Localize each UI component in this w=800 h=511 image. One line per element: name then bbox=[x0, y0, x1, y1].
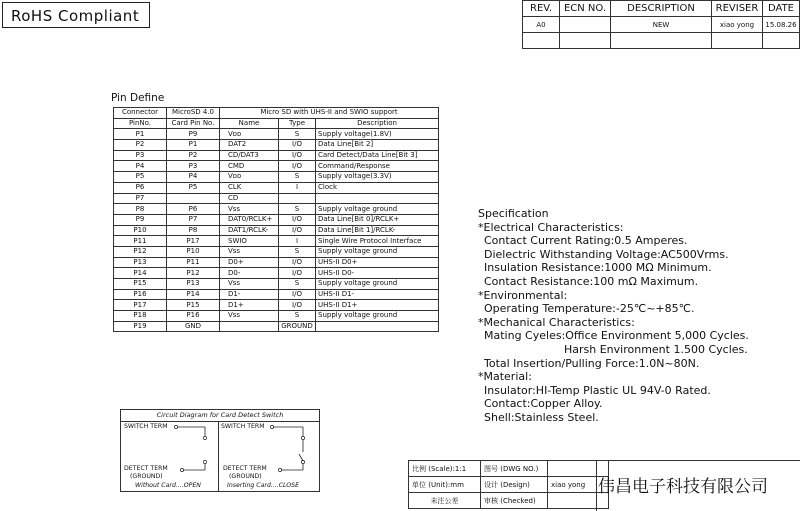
card-pin: P8 bbox=[167, 225, 220, 236]
pin-name bbox=[220, 321, 279, 332]
spec-dielectric: Dielectric Withstanding Voltage:AC500Vrms. bbox=[484, 247, 729, 261]
scale-label: 比例 (Scale):1:1 bbox=[409, 461, 481, 477]
pin-type: S bbox=[279, 172, 316, 183]
date-value: 15.08.26 bbox=[763, 17, 800, 33]
description-value: NEW bbox=[611, 17, 712, 33]
connector-pin: P16 bbox=[114, 289, 167, 300]
pin-name: CLK bbox=[220, 182, 279, 193]
pin-row bbox=[114, 182, 439, 193]
card-pin: P7 bbox=[167, 214, 220, 225]
name-header: Name bbox=[220, 118, 279, 129]
right-ground: (GROUND) bbox=[229, 473, 262, 480]
card-pin: P5 bbox=[167, 182, 220, 193]
pin-name: DAT1/RCLK- bbox=[220, 225, 279, 236]
spec-insertion: Total Insertion/Pulling Force:1.0N~80N. bbox=[484, 356, 700, 370]
pin-type: I/O bbox=[279, 214, 316, 225]
pin-description: UHS-II D0- bbox=[316, 268, 439, 279]
connector-pin: P17 bbox=[114, 300, 167, 311]
card-pin: P12 bbox=[167, 268, 220, 279]
pin-name: D0+ bbox=[220, 257, 279, 268]
connector-pin: P12 bbox=[114, 246, 167, 257]
unit-label: 单位 (Unit):mm bbox=[409, 477, 481, 493]
connector-pin: P14 bbox=[114, 268, 167, 279]
pin-name: Vss bbox=[220, 246, 279, 257]
connector-pin: P6 bbox=[114, 182, 167, 193]
designer-value: xiao yong bbox=[548, 477, 609, 493]
connector-pin: P9 bbox=[114, 214, 167, 225]
pin-row bbox=[114, 150, 439, 161]
pin-description bbox=[316, 321, 439, 332]
revision-empty-row bbox=[523, 33, 800, 49]
card-pin bbox=[167, 193, 220, 204]
pin-name: DAT2 bbox=[220, 140, 279, 151]
spec-contact: Contact:Copper Alloy. bbox=[484, 397, 603, 411]
pin-description: Supply voltage ground bbox=[316, 204, 439, 215]
card-pin: P2 bbox=[167, 150, 220, 161]
pin-name: Vss bbox=[220, 204, 279, 215]
pin-type: I/O bbox=[279, 225, 316, 236]
circuit-title: Circuit Diagram for Card Detect Switch bbox=[121, 410, 319, 422]
pin-name: CD/DAT3 bbox=[220, 150, 279, 161]
pin-row bbox=[114, 140, 439, 151]
pin-type: S bbox=[279, 204, 316, 215]
pin-name: CMD bbox=[220, 161, 279, 172]
pin-description: UHS-II D0+ bbox=[316, 257, 439, 268]
spec-shell: Shell:Stainless Steel. bbox=[484, 410, 599, 424]
rev-header: REV. bbox=[523, 1, 560, 17]
pin-description: Clock bbox=[316, 182, 439, 193]
empty-cell bbox=[611, 33, 712, 49]
spec-mating-harsh: Harsh Environment 1.500 Cycles. bbox=[564, 342, 748, 356]
rev-value: A0 bbox=[523, 17, 560, 33]
pin-description: Card Detect/Data Line[Bit 3] bbox=[316, 150, 439, 161]
connector-pin: P4 bbox=[114, 161, 167, 172]
pin-header-row-2 bbox=[114, 118, 439, 129]
connector-pin: P13 bbox=[114, 257, 167, 268]
pin-row bbox=[114, 279, 439, 290]
pin-type: S bbox=[279, 129, 316, 140]
card-pin: P3 bbox=[167, 161, 220, 172]
date-header: DATE bbox=[763, 1, 800, 17]
pin-name: D1- bbox=[220, 289, 279, 300]
specification bbox=[478, 207, 798, 425]
pin-header-row-1 bbox=[114, 108, 439, 119]
pinno-header: PinNo. bbox=[114, 118, 167, 129]
pin-row bbox=[114, 246, 439, 257]
connector-pin: P10 bbox=[114, 225, 167, 236]
empty-cell bbox=[523, 33, 560, 49]
card-pin: P13 bbox=[167, 279, 220, 290]
dwg-label: 图号 (DWG NO.) bbox=[481, 461, 548, 477]
right-detect-term: DETECT TERM bbox=[223, 465, 267, 472]
spec-mechanical: *Mechanical Characteristics: bbox=[478, 315, 635, 329]
pin-row bbox=[114, 193, 439, 204]
card-pin: P9 bbox=[167, 129, 220, 140]
pin-type: I bbox=[279, 236, 316, 247]
connector-pin: P1 bbox=[114, 129, 167, 140]
left-detect-term: DETECT TERM bbox=[124, 465, 168, 472]
pin-description bbox=[316, 193, 439, 204]
spec-contact-resistance: Contact Resistance:100 mΩ Maximum. bbox=[484, 274, 699, 288]
card-pin: P16 bbox=[167, 311, 220, 322]
description-header: DESCRIPTION bbox=[611, 1, 712, 17]
spec-insulator: Insulator:HI-Temp Plastic UL 94V-0 Rated. bbox=[484, 383, 711, 397]
pin-type: S bbox=[279, 311, 316, 322]
pin-row bbox=[114, 214, 439, 225]
pin-description: Supply voltage ground bbox=[316, 279, 439, 290]
ecn-value bbox=[560, 17, 611, 33]
circuit-diagram bbox=[120, 409, 320, 492]
pin-row bbox=[114, 225, 439, 236]
pin-type: I/O bbox=[279, 150, 316, 161]
pin-row bbox=[114, 129, 439, 140]
title-block-row-1 bbox=[409, 461, 609, 477]
spec-title: Specification bbox=[478, 207, 549, 220]
rohs-compliant-badge: RoHS Compliant bbox=[2, 2, 150, 28]
connector-pin: P2 bbox=[114, 140, 167, 151]
reviser-value: xiao yong bbox=[712, 17, 763, 33]
card-pin: P15 bbox=[167, 300, 220, 311]
title-block-row-2 bbox=[409, 477, 609, 493]
pin-type: I/O bbox=[279, 289, 316, 300]
pin-row bbox=[114, 321, 439, 332]
empty-cell bbox=[712, 33, 763, 49]
spec-environmental: *Environmental: bbox=[478, 288, 568, 302]
pin-define-table bbox=[113, 107, 439, 332]
pin-name: Vss bbox=[220, 279, 279, 290]
pin-row bbox=[114, 289, 439, 300]
empty-cell bbox=[560, 33, 611, 49]
pin-description: Supply voltage ground bbox=[316, 246, 439, 257]
card-pin: GND bbox=[167, 321, 220, 332]
pin-description: Supply voltage ground bbox=[316, 311, 439, 322]
connector-pin: P19 bbox=[114, 321, 167, 332]
pin-description: Command/Response bbox=[316, 161, 439, 172]
card-pin: P4 bbox=[167, 172, 220, 183]
pin-type: I/O bbox=[279, 161, 316, 172]
right-switch-term: SWITCH TERM bbox=[221, 423, 265, 430]
type-header: Type bbox=[279, 118, 316, 129]
connector-pin: P8 bbox=[114, 204, 167, 215]
pin-name: Vᴅᴅ bbox=[220, 129, 279, 140]
pin-description: Supply voltage(3.3V) bbox=[316, 172, 439, 183]
right-caption: Inserting Card....CLOSE bbox=[227, 482, 300, 489]
empty-cell bbox=[763, 33, 800, 49]
card-pin: P11 bbox=[167, 257, 220, 268]
pin-description: UHS-II D1+ bbox=[316, 300, 439, 311]
connector-pin: P7 bbox=[114, 193, 167, 204]
revision-header-row bbox=[523, 1, 800, 17]
spec-current: Contact Current Rating:0.5 Amperes. bbox=[484, 234, 688, 248]
pin-name: CD bbox=[220, 193, 279, 204]
pin-row bbox=[114, 161, 439, 172]
spec-temperature: Operating Temperature:-25℃~+85℃. bbox=[484, 302, 695, 316]
ecn-header: ECN NO. bbox=[560, 1, 611, 17]
connector-pin: P5 bbox=[114, 172, 167, 183]
reviser-header: REVISER bbox=[712, 1, 763, 17]
left-ground: (GROUND) bbox=[130, 473, 163, 480]
revision-row bbox=[523, 17, 800, 33]
title-block-row-3 bbox=[409, 493, 609, 509]
checked-label: 审核 (Checked) bbox=[481, 493, 548, 509]
card-pin: P17 bbox=[167, 236, 220, 247]
pin-define-title: Pin Define bbox=[111, 92, 165, 104]
title-block bbox=[408, 460, 609, 509]
pin-row bbox=[114, 311, 439, 322]
card-pin: P14 bbox=[167, 289, 220, 300]
connector-header: Connector bbox=[114, 108, 167, 119]
connector-pin: P3 bbox=[114, 150, 167, 161]
pin-type: I/O bbox=[279, 140, 316, 151]
pin-row bbox=[114, 268, 439, 279]
cardpin-header: Card Pin No. bbox=[167, 118, 220, 129]
microsd-header: MicroSD 4.0 bbox=[167, 108, 220, 119]
pin-type: I/O bbox=[279, 257, 316, 268]
pin-description: UHS-II D1- bbox=[316, 289, 439, 300]
pin-type: S bbox=[279, 246, 316, 257]
connector-pin: P18 bbox=[114, 311, 167, 322]
spec-electrical: *Electrical Characteristics: bbox=[478, 220, 624, 234]
pin-type: I/O bbox=[279, 300, 316, 311]
connector-pin: P15 bbox=[114, 279, 167, 290]
pin-row bbox=[114, 257, 439, 268]
connector-pin: P11 bbox=[114, 236, 167, 247]
pin-row bbox=[114, 204, 439, 215]
desc-header: Description bbox=[316, 118, 439, 129]
pin-name: Vᴅᴅ bbox=[220, 172, 279, 183]
card-pin: P1 bbox=[167, 140, 220, 151]
pin-type: GROUND bbox=[279, 321, 316, 332]
pin-description: Data Line[Bit 2] bbox=[316, 140, 439, 151]
pin-row bbox=[114, 236, 439, 247]
left-switch-term: SWITCH TERM bbox=[124, 423, 168, 430]
pin-name: D0- bbox=[220, 268, 279, 279]
pin-description: Supply voltage(1.8V) bbox=[316, 129, 439, 140]
spec-insulation: Insulation Resistance:1000 MΩ Minimum. bbox=[484, 261, 712, 275]
tolerance-label: 未注公差 bbox=[409, 493, 481, 509]
pin-name: Vss bbox=[220, 311, 279, 322]
pin-type: I bbox=[279, 182, 316, 193]
spec-mating-office: Mating Cyeles:Office Environment 5,000 Cycles. bbox=[484, 329, 749, 343]
pin-row bbox=[114, 300, 439, 311]
pin-type: S bbox=[279, 279, 316, 290]
pin-name: SWIO bbox=[220, 236, 279, 247]
revision-table bbox=[522, 0, 800, 49]
pin-row bbox=[114, 172, 439, 183]
pin-name: D1+ bbox=[220, 300, 279, 311]
pin-description: Single Wire Protocol Interface bbox=[316, 236, 439, 247]
card-pin: P6 bbox=[167, 204, 220, 215]
pin-type: I/O bbox=[279, 268, 316, 279]
company-name: 伟昌电子科技有限公司 bbox=[598, 477, 768, 497]
pin-type bbox=[279, 193, 316, 204]
group-header: Micro SD with UHS-II and SWIO support bbox=[220, 108, 439, 119]
spec-material: *Material: bbox=[478, 370, 532, 384]
pin-description: Data Line[Bit 0]/RCLK+ bbox=[316, 214, 439, 225]
design-label: 设计 (Design) bbox=[481, 477, 548, 493]
left-caption: Without Card....OPEN bbox=[135, 482, 201, 489]
pin-name: DAT0/RCLK+ bbox=[220, 214, 279, 225]
card-pin: P10 bbox=[167, 246, 220, 257]
pin-description: Data Line[Bit 1]/RCLK- bbox=[316, 225, 439, 236]
